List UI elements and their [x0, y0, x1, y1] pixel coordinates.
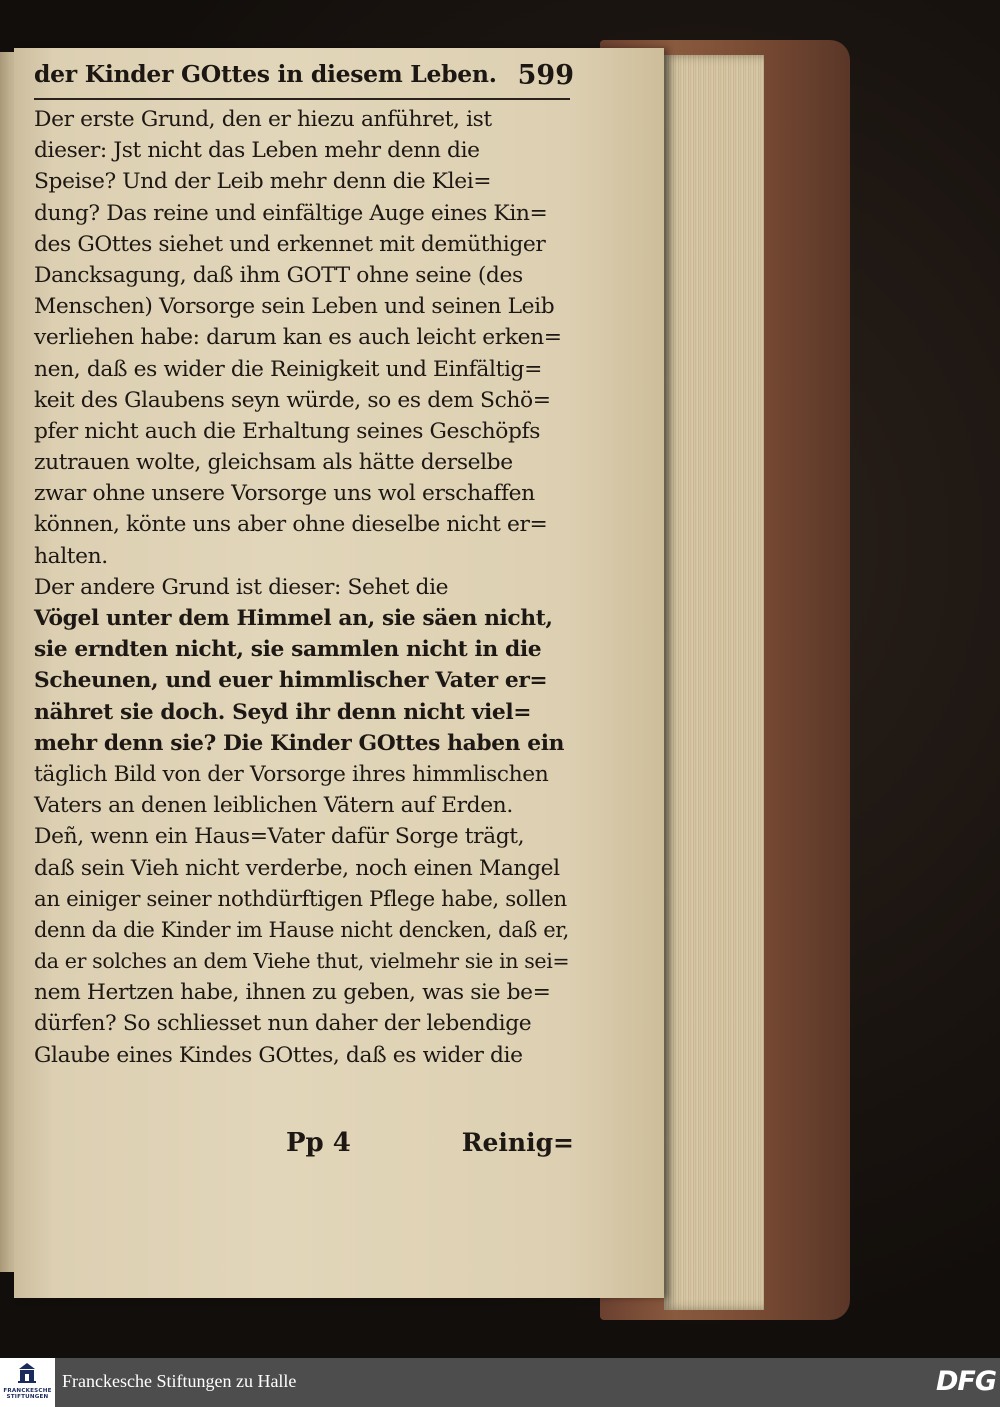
- institution-logo[interactable]: [0, 1358, 55, 1407]
- text-line: täglich Bild von der Vorsorge ihres himmlischen: [34, 761, 549, 787]
- logo-text: FRANCKESCHE STIFTUNGEN: [3, 1388, 52, 1400]
- text-line: dürfen? So schliesset nun daher der lebendige: [34, 1011, 532, 1037]
- text-line: pfer nicht auch die Erhaltung seines Geschöpfs: [34, 418, 541, 444]
- text-line: zutrauen wolte, gleichsam als hätte derselbe: [34, 450, 513, 476]
- text-line: Der andere Grund ist dieser: Sehet die: [34, 574, 449, 600]
- page-footer: [34, 1128, 574, 1164]
- institution-name-link[interactable]: Franckesche Stiftungen zu Halle: [62, 1371, 297, 1391]
- text-line: nen, daß es wider die Reinigkeit und Einfältig=: [34, 356, 542, 382]
- text-line: Dancksagung, daß ihm GOTT ohne seine (des: [34, 262, 523, 288]
- header-rule: [34, 98, 570, 100]
- text-line: keit des Glaubens seyn würde, so es dem Schö=: [34, 387, 551, 413]
- text-line: da er solches an dem Viehe thut, vielmehr sie in sei=: [34, 949, 570, 974]
- text-line: Glaube eines Kindes GOttes, daß es wider die: [34, 1042, 523, 1068]
- signature-mark: Pp 4: [286, 1128, 351, 1158]
- text-line: nem Hertzen habe, ihnen zu geben, was sie be=: [34, 980, 551, 1006]
- text-line: Scheunen, und euer himmlischer Vater er=: [34, 668, 548, 694]
- text-line: des GOttes siehet und erkennet mit demüthiger: [34, 231, 546, 257]
- text-line: daß sein Vieh nicht verderbe, noch einen Mangel: [34, 855, 560, 881]
- text-line: Vögel unter dem Himmel an, sie säen nicht,: [34, 606, 553, 631]
- text-line: sie erndten nicht, sie sammlen nicht in die: [34, 637, 542, 663]
- text-line: zwar ohne unsere Vorsorge uns wol erschaffen: [34, 481, 535, 507]
- running-head-title: der Kinder GOttes in diesem Leben.: [34, 60, 497, 88]
- text-line: mehr denn sie? Die Kinder GOttes haben ein: [34, 730, 565, 756]
- dfg-logo[interactable]: DFG: [936, 1366, 997, 1397]
- text-line: dieser: Jst nicht das Leben mehr denn die: [34, 138, 480, 164]
- text-line: nähret sie doch. Seyd ihr denn nicht viel=: [34, 699, 532, 725]
- book-fore-edge: [664, 55, 764, 1310]
- catchword: Reinig=: [461, 1128, 574, 1157]
- building-icon: [17, 1362, 37, 1384]
- text-line: Vaters an denen leiblichen Vätern auf Erden.: [34, 793, 513, 819]
- text-line: halten.: [34, 543, 108, 569]
- text-line: Der erste Grund, den er hiezu anführet, ist: [34, 107, 492, 132]
- text-line: Deñ, wenn ein Haus=Vater dafür Sorge trägt,: [34, 824, 525, 850]
- text-line: können, könte uns aber ohne dieselbe nicht er=: [34, 512, 548, 538]
- text-line: denn da die Kinder im Hause nicht dencken, daß er,: [34, 917, 569, 942]
- text-line: verliehen habe: darum kan es auch leicht erken=: [34, 325, 562, 351]
- body-text: [34, 104, 574, 1071]
- text-line: Speise? Und der Leib mehr denn die Klei=: [34, 169, 492, 195]
- text-line: an einiger seiner nothdürftigen Pflege habe, sollen: [34, 886, 567, 912]
- text-line: Menschen) Vorsorge sein Leben und seinen Leib: [34, 294, 555, 320]
- text-line: dung? Das reine und einfältige Auge eines Kin=: [34, 200, 548, 226]
- viewer-footer-bar: [0, 1358, 1000, 1407]
- page-number: 599: [517, 60, 574, 91]
